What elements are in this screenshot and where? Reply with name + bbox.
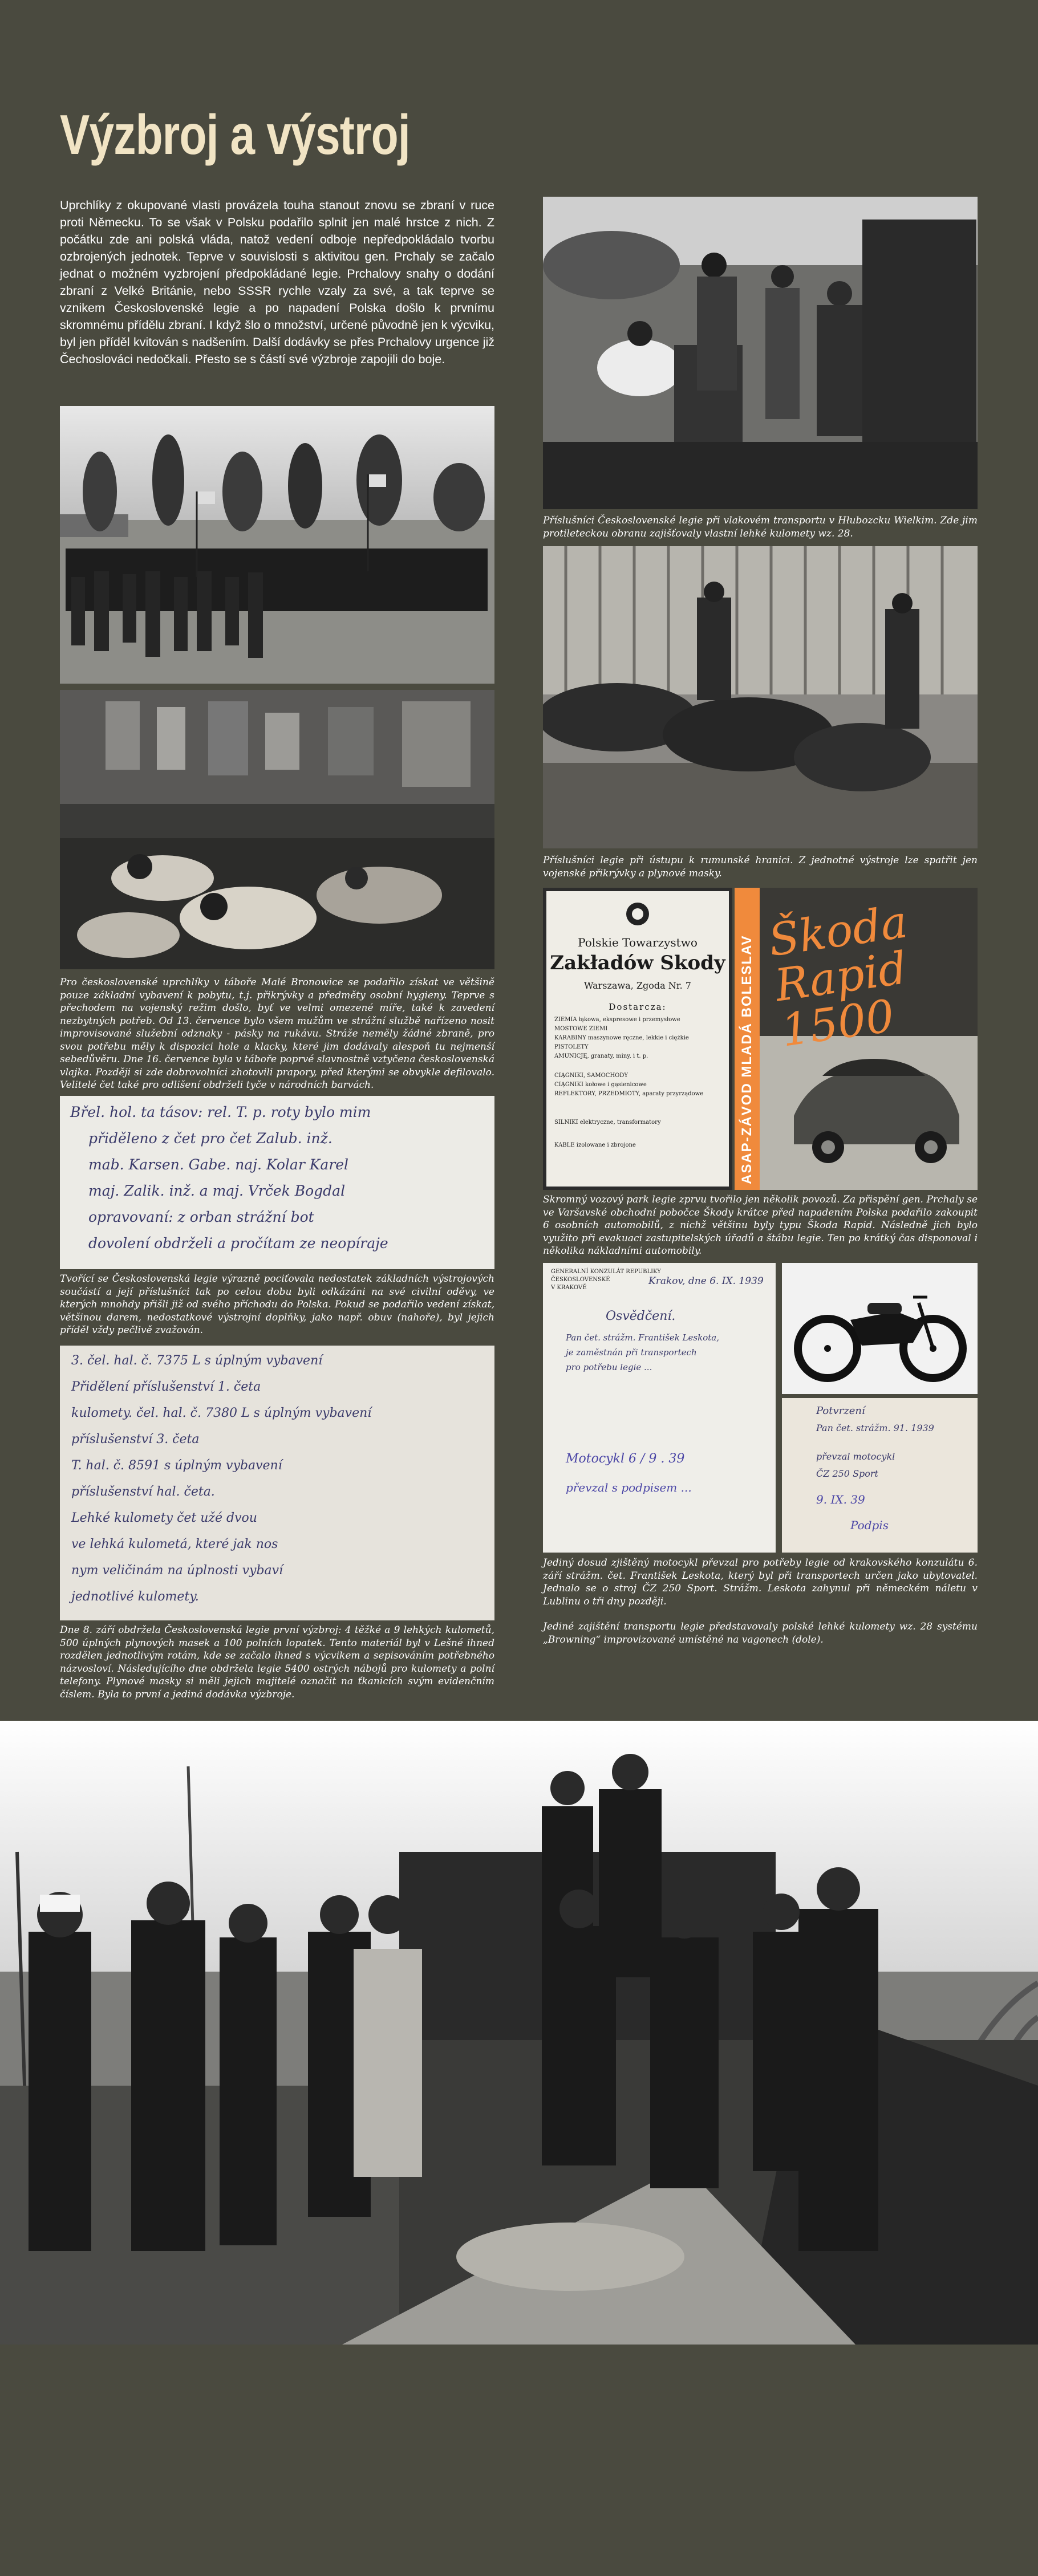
skoda-heading: Dostarcza:: [609, 1002, 667, 1012]
skoda-rapid-title: Škoda Rapid 1500: [765, 896, 911, 1057]
letter-header: GENERALNÍ KONZULÁT REPUBLIKY: [551, 1269, 661, 1275]
skoda-side-label: ASAP-ZÁVOD MLADÁ BOLESLAV: [739, 934, 755, 1184]
motorcycle-caption: Jediný dosud zjištěný motocykl převzal pro potřeby legie od krakovského konzulátu 6. září strážm. čet. František Leskota, který byl při transportech určen jako ubytovatel. Jednalo se o stroj ČZ 250 Sport. Strážm. Leskota zahynul při německém náletu v Lublinu o tři dny později.: [543, 1557, 978, 1607]
romanian-border-caption: Příslušníci legie při ústupu k rumunské hranici. Z jednotné výstroje lze spatřit jen vojenské přikrývky a plynové masky.: [543, 855, 978, 879]
skoda-item: REFLEKTORY, PRZEDMIOTY, aparaty przyrządowe: [554, 1091, 704, 1097]
camp-photo: [60, 690, 494, 969]
consulate-letter: [543, 1263, 776, 1553]
letter-line: Pan čet. strážm. František Leskota,: [566, 1332, 719, 1343]
skoda-item: PISTOLETY: [554, 1044, 589, 1050]
receipt-line: Podpis: [850, 1518, 889, 1532]
transport-caption: Jediné zajištění transportu legie představovaly polské lehké kulomety wz. 28 systému „Browning“ improvizované umístěné na vagonech (dole).: [543, 1621, 978, 1645]
receipt-line: 9. IX. 39: [816, 1493, 865, 1506]
note-line: dovolení obdrželi a pročítam ze neopíraje: [88, 1235, 388, 1252]
letter-line: převzal s podpisem ...: [566, 1481, 692, 1494]
note-line: přiděleno z čet pro čet Zalub. inž.: [88, 1130, 333, 1147]
letter-line: je zaměstnán při transportech: [566, 1347, 697, 1358]
skoda-item: KARABINY maszynowe ręczne, lekkie i ciężkie: [554, 1035, 689, 1041]
note-line: 3. čel. hal. č. 7375 L s úplným vybavení: [71, 1354, 323, 1368]
note-line: jednotlivé kulomety.: [71, 1590, 199, 1604]
equipment-caption: Tvořící se Československá legie výrazně pociťovala nedostatek základních výstrojových součástí a její příslušníci tak po celou dobu byli odkázáni na své civilní oděvy, ve kterých mnohdy přišli již od svého příchodu do Polska. Pokud se podařilo vedení získat, většinou darem, nedostatkové výstrojní doplňky, jako např. obuv (nahoře), byl jejich příděl vždy pečlivě zvažován.: [60, 1273, 494, 1336]
skoda-item: CIĄGNIKI, SAMOCHODY: [554, 1072, 628, 1079]
skoda-company-line2: Zakładów Skody: [550, 952, 725, 974]
note-line: mab. Karsen. Gabe. naj. Kolar Karel: [88, 1156, 349, 1173]
note-line: nym veličinám na úplnosti vybaví: [71, 1563, 283, 1578]
note-line: opravovaní: z orban strážní bot: [88, 1209, 314, 1225]
letter-line: Motocykl 6 / 9 . 39: [566, 1452, 685, 1466]
letter-header: ČESKOSLOVENSKÉ: [551, 1277, 610, 1283]
letter-date: Krakov, dne 6. IX. 1939: [648, 1275, 764, 1287]
parade-photo: [60, 406, 494, 684]
train-guard-photo: [543, 197, 978, 509]
skoda-rapid-advert: [735, 888, 978, 1190]
note-line: T. hal. č. 8591 s úplným vybavení: [71, 1458, 282, 1473]
intro-text: Uprchlíky z okupované vlasti provázela touha stanout znovu se zbraní v ruce proti Německu. To se však v Polsku podařilo splnit jen malé hrstce z nich. Z počátku zde ani polská vláda, natož vedení odboje nepředpokládalo tvorbu ozbrojených jednotek. Teprve v souvislosti s aktivitou gen. Prchaly se začalo jednat o možném vyzbrojení předpokládané legie. Prchalovy snahy o dodání zbraní z Velké Británie, nebo SSSR rychle vzaly za své, a tak teprve se vznikem Československé legie a po napadení Polska došlo k prvnímu skromnému přídělu zbraní. I když šlo o množství, určené původně jen k výcviku, byl jen příděl kvitován s nadšením. Další dodávky se přes Prchalovy urgence již Čechoslováci nedočkali. Přesto se s částí své výzbroje zapojili do boje.: [60, 198, 494, 366]
weapons-caption: Dne 8. září obdržela Československá legie první výzbroj: 4 těžké a 9 lehkých kulometů, 500 úplných plynových masek a 100 polních lopatek. Tento materiál byl v Lešné ihned rozdělen jednotlivým rotám, kde se začalo ihned s výcvikem a sepisováním potřebného názvosloví. Následujícího dne obdržela legie 5400 ostrých nábojů pro kulomety a polní telefony. Plynové masky si měli jejich majitelé označit na ťkanicích svým evidenčním číslem. Byla to první a jediná dodávka výzbroje.: [60, 1624, 494, 1700]
skoda-company-line1: Polskie Towarzystwo: [578, 936, 698, 949]
handwritten-note-weapons: [60, 1346, 494, 1620]
letter-header: V KRAKOVĚ: [551, 1285, 587, 1291]
note-line: Lehké kulomety čet užé dvou: [71, 1511, 257, 1525]
receipt-line: Potvrzení: [816, 1405, 865, 1417]
transport-photo: [0, 1721, 1038, 2345]
skoda-item: ZIEMIA łąkowa, ekspresowe i przemysłowe: [554, 1017, 680, 1023]
handwritten-note-camp: [60, 1096, 494, 1269]
skoda-item: KABLE izolowane i zbrojone: [554, 1142, 636, 1148]
motorcycle-photo: [782, 1263, 978, 1394]
skoda-address: Warszawa, Zgoda Nr. 7: [584, 980, 691, 991]
note-line: kulomety. čel. hal. č. 7380 L s úplným vybavení: [71, 1406, 372, 1420]
skoda-item: AMUNICJĘ, granaty, miny, i t. p.: [554, 1053, 648, 1059]
note-line: příslušenství hal. četa.: [71, 1485, 215, 1499]
romanian-border-photo: [543, 546, 978, 848]
note-line: Břel. hol. ta tásov: rel. T. p. roty bylo mim: [70, 1104, 371, 1120]
receipt-line: ČZ 250 Sport: [816, 1468, 878, 1479]
page-title: Výzbroj a výstroj: [60, 103, 410, 166]
letter-heading: Osvědčení.: [606, 1309, 676, 1323]
note-line: příslušenství 3. četa: [71, 1432, 200, 1447]
receipt-line: Pan čet. strážm. 91. 1939: [816, 1423, 934, 1433]
train-guard-caption: Příslušníci Československé legie při vlakovém transportu v Hłubozcku Wielkim. Zde jim protileteckou obranu zajišťovaly vlastní lehké kulomety wz. 28.: [543, 515, 978, 539]
motorcycle-receipt: [782, 1398, 978, 1553]
vehicles-caption: Skromný vozový park legie zprvu tvořilo jen několik povozů. Za přispění gen. Prchaly se ve Varšavské obchodní pobočce Škody krátce před napadením Polska podařilo zakoupit 6 osobních automobilů, z nichž většinu byly typu Škoda Rapid. Následně jich bylo využito při evakuaci zastupitelských úřadů a štábu legie. Ten po krátký čas disponoval i několika nákladními automobily.: [543, 1194, 978, 1257]
note-line: Přidělení příslušenství 1. četa: [71, 1380, 261, 1394]
skoda-advert: [543, 888, 732, 1190]
skoda-item: CIĄGNIKI kołowe i gąsienicowe: [554, 1082, 647, 1088]
skoda-item: MOSTOWE ZIEMI: [554, 1026, 608, 1032]
skoda-item: SILNIKI elektryczne, transformatory: [554, 1119, 661, 1126]
camp-caption: Pro československé uprchlíky v táboře Malé Bronowice se podařilo získat ve většině pouze základní vybavení k pobytu, t.j. přikrývky a předměty osobní hygieny. Teprve s přechodem na vojenský režim došlo, byť ve velmi omezené míře, také k zavedení nezbytných potřeb. Od 13. července bylo všem mužům ve strážní službě nařízeno nosit improvisované služební odznaky - pásky na rukávu. Stráže neměly žádné zbraně, pro svou potřebu měly k dispozici hole a klacky, které jim dodávaly alespoň tu nejmenší sebedůvěru. Dne 16. července byla v táboře poprvé slavnostně vztyčena československá vlajka. Později si zde dobrovolníci zhotovili prapory, před kterými se obvykle defilovalo. Velitelé čet také pro odlišení obdrželi tyče v národních barvách.: [60, 977, 494, 1091]
note-line: maj. Zalik. inž. a maj. Vrček Bogdal: [88, 1183, 346, 1199]
note-line: ve lehká kulometá, které jak nos: [71, 1537, 278, 1551]
letter-line: pro potřebu legie ...: [566, 1362, 652, 1372]
receipt-line: převzal motocykl: [816, 1451, 895, 1462]
